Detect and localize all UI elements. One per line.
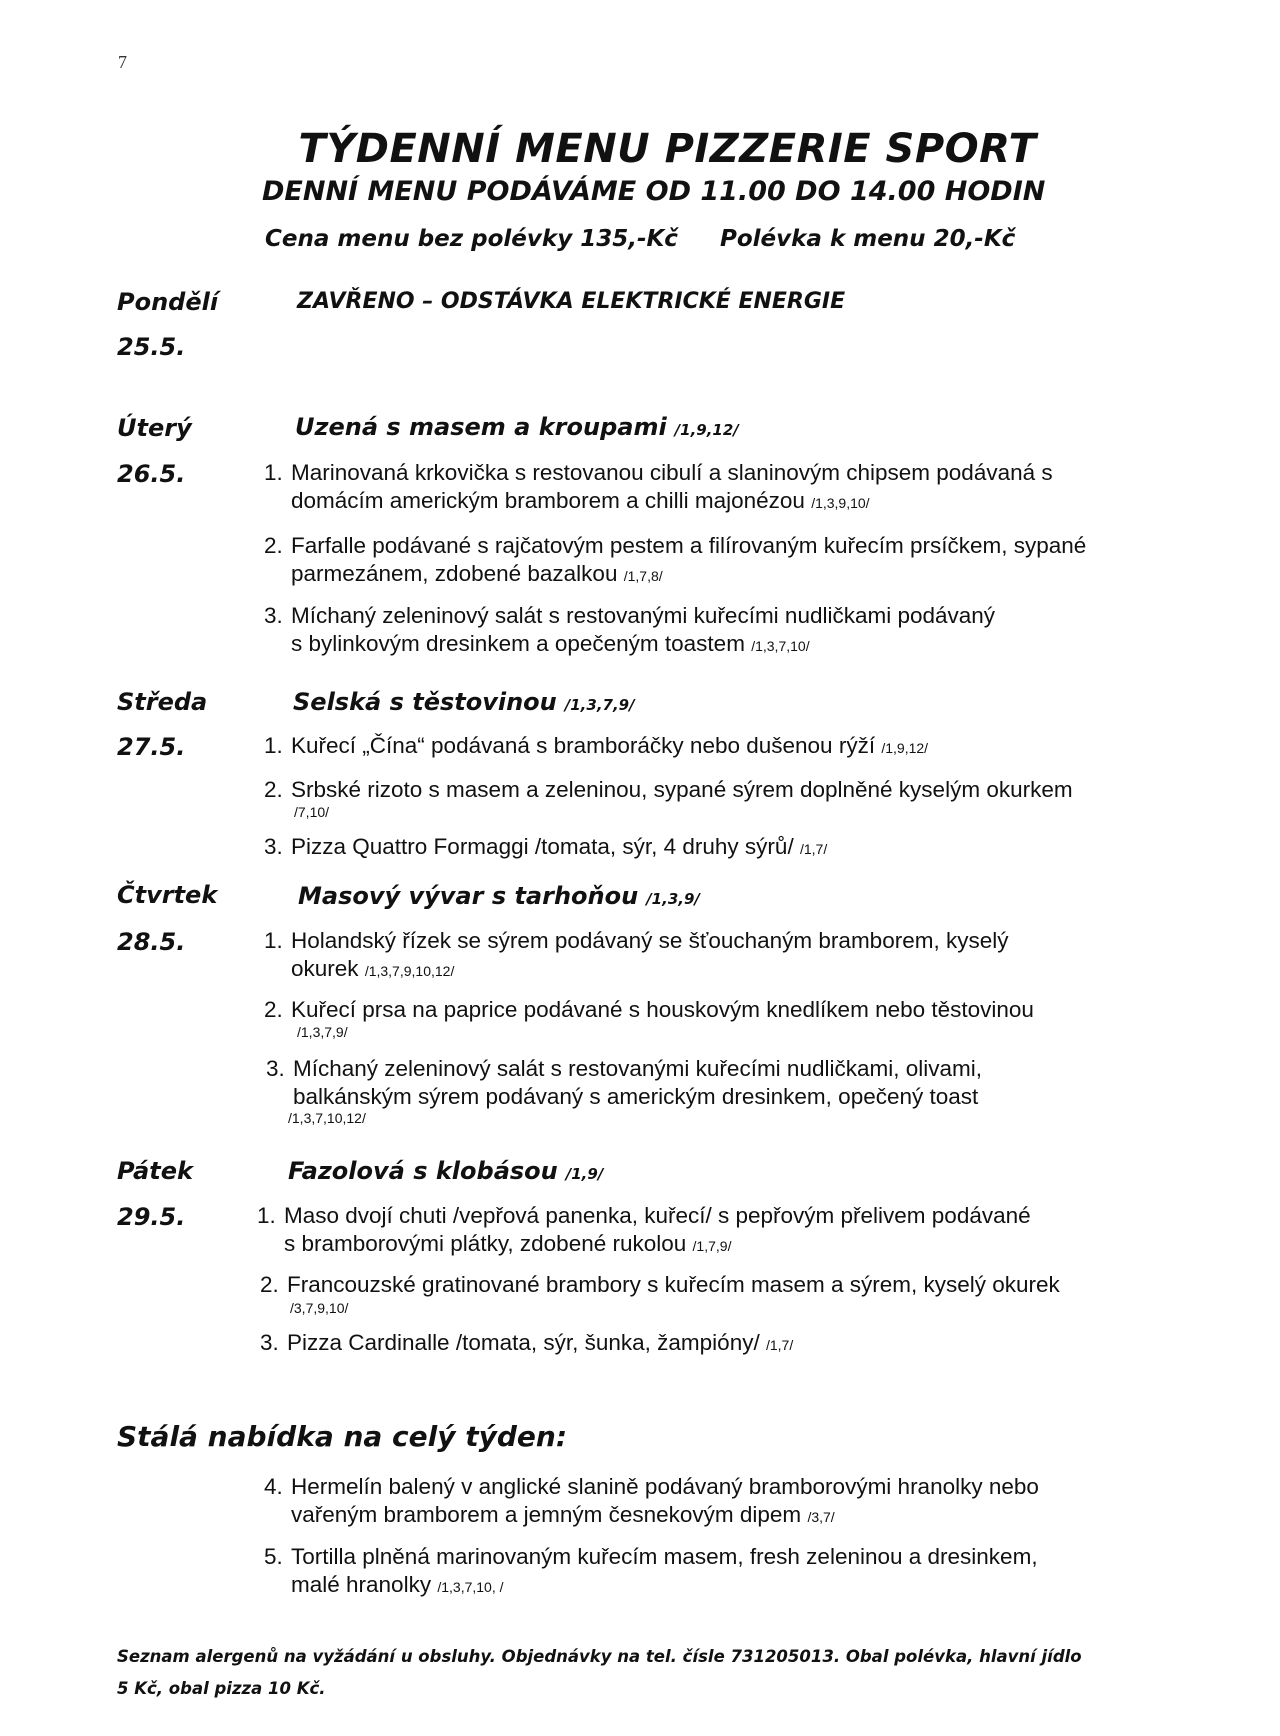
soup-name: Selská s těstovinou (293, 688, 557, 716)
soup-allergens: /1,9,12/ (674, 421, 739, 439)
menu-item (264, 602, 995, 660)
item-text: vařeným bramborem a jemným česnekovým dipem (291, 1502, 802, 1527)
item-text: Pizza Cardinalle /tomata, sýr, šunka, žampióny/ (287, 1330, 760, 1355)
item-allergens: /1,9,12/ (881, 740, 929, 756)
day-date: 29.5. (117, 1203, 186, 1231)
item-text: Srbské rizoto s masem a zeleninou, sypané sýrem doplněné kyselým okurkem (291, 777, 1073, 802)
item-number: 1. (264, 733, 283, 758)
item-number: 1. (264, 460, 283, 485)
soup-price: Polévka k menu 20,-Kč (719, 226, 1016, 252)
menu-item (264, 1543, 1038, 1601)
menu-item (264, 1473, 1039, 1531)
item-allergens: /3,7,9,10/ (290, 1300, 349, 1316)
footer-note: Seznam alergenů na vyžádání u obsluhy. Objednávky na tel. čísle 731205013. Obal polévka, hlavní jídlo (117, 1647, 1082, 1666)
soup-of-day (293, 688, 635, 716)
item-number: 3. (264, 603, 283, 628)
menu-item (264, 776, 1073, 804)
day-date: 25.5. (117, 333, 186, 361)
item-allergens: /7,10/ (294, 804, 330, 820)
item-text: s bylinkovým dresinkem a opečeným toastem (291, 631, 745, 656)
item-text: s bramborovými plátky, zdobené rukolou (284, 1231, 687, 1256)
soup-allergens: /1,3,7,9/ (564, 696, 635, 714)
menu-item (264, 833, 827, 863)
item-allergens: /1,7,9/ (692, 1238, 732, 1254)
item-allergens: /1,3,7,10,12/ (288, 1110, 366, 1126)
menu-price: Cena menu bez polévky 135,-Kč (265, 226, 678, 252)
menu-item (264, 459, 1053, 517)
item-allergens: /1,7/ (799, 841, 828, 857)
item-number: 4. (264, 1474, 283, 1499)
item-number: 3. (260, 1330, 279, 1355)
item-text: Kuřecí prsa na paprice podávané s houskovým knedlíkem nebo těstovinou (291, 997, 1034, 1022)
item-number: 2. (264, 997, 283, 1022)
soup-allergens: /1,9/ (565, 1165, 604, 1183)
item-text: Holandský řízek se sýrem podávaný se šťouchaným bramborem, kyselý (291, 928, 1009, 953)
day-name: Pátek (117, 1157, 193, 1185)
soup-name: Masový vývar s tarhoňou (298, 882, 639, 910)
menu-item (264, 532, 1086, 590)
item-text: parmezánem, zdobené bazalkou (291, 561, 618, 586)
item-number: 5. (264, 1544, 283, 1569)
soup-of-day (288, 1157, 603, 1185)
item-number: 3. (266, 1056, 285, 1081)
item-text: Farfalle podávané s rajčatovým pestem a filírovaným kuřecím prsíčkem, sypané (291, 533, 1087, 558)
item-text: Pizza Quattro Formaggi /tomata, sýr, 4 druhy sýrů/ (291, 834, 794, 859)
day-date: 26.5. (117, 460, 186, 488)
item-text: Míchaný zeleninový salát s restovanými kuřecími nudličkami, olivami, (293, 1056, 982, 1081)
menu-item (260, 1271, 1060, 1299)
day-name: Středa (117, 688, 208, 716)
day-date: 28.5. (117, 928, 186, 956)
day-name: Čtvrtek (117, 881, 218, 909)
item-number: 1. (264, 928, 283, 953)
item-allergens: /1,3,7,9,10,12/ (364, 963, 455, 979)
item-allergens: /1,7,8/ (623, 568, 663, 584)
item-text: Francouzské gratinované brambory s kuřecím masem a sýrem, kyselý okurek (287, 1272, 1060, 1297)
page-title: TÝDENNÍ MENU PIZZERIE SPORT (298, 126, 1037, 172)
serving-hours: DENNÍ MENU PODÁVÁME OD 11.00 DO 14.00 HODIN (262, 176, 1046, 207)
item-text: Kuřecí „Čína“ podávaná s bramboráčky nebo dušenou rýží (291, 733, 876, 758)
price-line (265, 226, 1015, 252)
item-allergens: /1,3,9,10/ (811, 495, 870, 511)
item-text: okurek (291, 956, 359, 981)
menu-item (266, 1055, 982, 1111)
item-text: malé hranolky (291, 1572, 432, 1597)
item-allergens: /1,3,7,9/ (297, 1024, 348, 1040)
day-name: Úterý (117, 414, 192, 442)
menu-item (257, 1202, 1031, 1260)
item-text: Tortilla plněná marinovaným kuřecím masem, fresh zeleninou a dresinkem, (291, 1544, 1038, 1569)
menu-item (264, 732, 928, 762)
item-number: 2. (260, 1272, 279, 1297)
closed-notice: ZAVŘENO – ODSTÁVKA ELEKTRICKÉ ENERGIE (297, 289, 846, 314)
soup-of-day (298, 882, 700, 910)
menu-item (264, 927, 1008, 985)
item-number: 2. (264, 533, 283, 558)
soup-name: Uzená s masem a kroupami (295, 413, 667, 441)
item-number: 1. (257, 1203, 276, 1228)
item-text: Míchaný zeleninový salát s restovanými kuřecími nudličkami podávaný (291, 603, 996, 628)
soup-allergens: /1,3,9/ (646, 890, 700, 908)
item-allergens: /3,7/ (807, 1509, 835, 1525)
item-allergens: /1,3,7,10/ (751, 638, 810, 654)
standing-offer-heading: Stálá nabídka na celý týden: (117, 1420, 568, 1453)
day-date: 27.5. (117, 733, 186, 761)
soup-of-day (295, 413, 739, 441)
item-number: 2. (264, 777, 283, 802)
menu-item (264, 996, 1034, 1024)
footer-note: 5 Kč, obal pizza 10 Kč. (117, 1679, 326, 1698)
item-allergens: /1,7/ (765, 1337, 794, 1353)
item-text: domácím americkým bramborem a chilli majonézou (291, 488, 805, 513)
soup-name: Fazolová s klobásou (288, 1157, 558, 1185)
day-name: Pondělí (117, 288, 219, 316)
item-allergens: /1,3,7,10, / (437, 1579, 504, 1595)
item-text: Maso dvojí chuti /vepřová panenka, kuřecí/ s pepřovým přelivem podávané (284, 1203, 1031, 1228)
item-text: Marinovaná krkovička s restovanou cibulí a slaninovým chipsem podávaná s (291, 460, 1053, 485)
item-text: Hermelín balený v anglické slanině podávaný bramborovými hranolky nebo (291, 1474, 1039, 1499)
item-number: 3. (264, 834, 283, 859)
page-number: 7 (118, 52, 127, 72)
menu-item (260, 1329, 793, 1359)
item-text: balkánským sýrem podávaný s americkým dresinkem, opečený toast (293, 1084, 979, 1109)
